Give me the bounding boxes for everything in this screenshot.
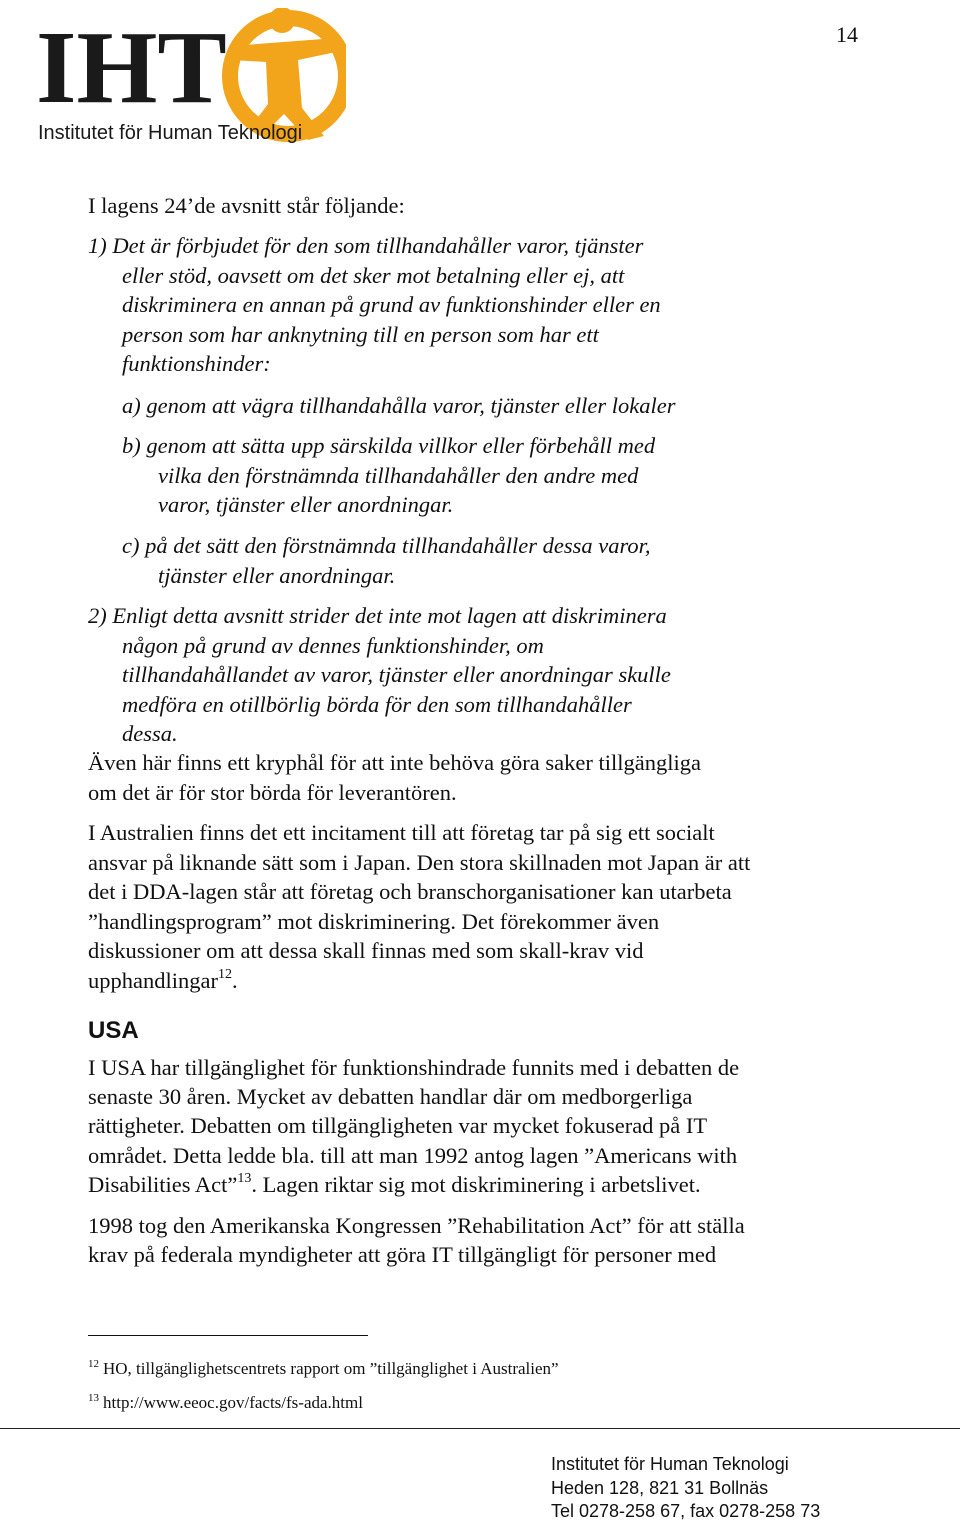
paragraph-line: Även här finns ett kryphål för att inte behöva göra saker tillgängliga xyxy=(88,750,701,775)
item1-line: 1) Det är förbjudet för den som tillhandahåller varor, tjänster xyxy=(88,233,644,258)
footnote-13 xyxy=(88,1393,363,1413)
footnote-number: 12 xyxy=(88,1358,99,1370)
sub-item-a: a) genom att vägra tillhandahålla varor, tjänster eller lokaler xyxy=(122,393,676,418)
footnote-number: 13 xyxy=(88,1392,99,1404)
paragraph-line: det i DDA-lagen står att företag och branschorganisationer kan utarbeta xyxy=(88,879,732,904)
footnote-link[interactable]: http://www.eeoc.gov/facts/fs-ada.html xyxy=(103,1393,363,1412)
sub-c-line: tjänster eller anordningar. xyxy=(158,563,396,588)
sub-b-line: vilka den förstnämnda tillhandahåller den andre med xyxy=(158,463,639,488)
item2-line: 2) Enligt detta avsnitt strider det inte mot lagen att diskriminera xyxy=(88,603,667,628)
item1-line: eller stöd, oavsett om det sker mot betalning eller ej, att xyxy=(122,263,625,288)
item2-line: dessa. xyxy=(122,721,178,746)
item1-line: diskriminera en annan på grund av funktionshinder eller en xyxy=(122,292,661,317)
item2-line: någon på grund av dennes funktionshinder, om xyxy=(122,633,544,658)
footnote-separator xyxy=(88,1335,368,1336)
paragraph-line: krav på federala myndigheter att göra IT tillgängligt för personer med xyxy=(88,1242,717,1267)
item2-line: medföra en otillbörlig börda för den som tillhandahåller xyxy=(122,692,632,717)
paragraph-text: upphandlingar xyxy=(88,968,218,993)
paragraph-line: senaste 30 åren. Mycket av debatten handlar där om medborgerliga xyxy=(88,1084,693,1109)
paragraph-line xyxy=(88,966,238,1000)
sub-b-line: b) genom att sätta upp särskilda villkor eller förbehåll med xyxy=(122,433,656,458)
footnote-text: HO, tillgänglighetscentrets rapport om ”tillgänglighet i Australien” xyxy=(103,1359,559,1378)
paragraph-line: rättigheter. Debatten om tillgängligheten var mycket fokuserad på IT xyxy=(88,1113,708,1138)
sub-c-line: c) på det sätt den förstnämnda tillhandahåller dessa varor, xyxy=(122,533,651,558)
paragraph-line: om det är för stor börda för leverantören. xyxy=(88,780,457,805)
footer-org: Institutet för Human Teknologi xyxy=(551,1454,789,1474)
item1-line: person som har anknytning till en person som har ett xyxy=(122,322,599,347)
paragraph-text: . xyxy=(231,968,238,993)
section-heading-usa: USA xyxy=(88,1017,139,1044)
footer-address: Heden 128, 821 31 Bollnäs xyxy=(551,1478,769,1498)
paragraph-line: diskussioner om att dessa skall finnas med som skall-krav vid xyxy=(88,938,644,963)
item2-line: tillhandahållandet av varor, tjänster eller anordningar skulle xyxy=(122,662,671,687)
paragraph-line: I Australien finns det ett incitament till att företag tar på sig ett socialt xyxy=(88,820,715,845)
paragraph-text: Disabilities Act” xyxy=(88,1172,238,1197)
item1-line: funktionshinder: xyxy=(122,351,271,376)
intro-line: I lagens 24’de avsnitt står följande: xyxy=(88,193,405,218)
iht-logo xyxy=(36,8,346,146)
paragraph-line xyxy=(88,1170,701,1204)
footer-separator xyxy=(0,1428,960,1429)
footnote-12 xyxy=(88,1359,559,1379)
paragraph-line: I USA har tillgänglighet för funktionshindrade funnits med i debatten de xyxy=(88,1055,740,1080)
footer-phone: Tel 0278-258 67, fax 0278-258 73 xyxy=(551,1501,821,1521)
page-number: 14 xyxy=(836,22,858,47)
logo-subtitle: Institutet för Human Teknologi xyxy=(38,122,303,144)
footnote-ref-13: 13 xyxy=(237,1171,252,1186)
logo-letters: IHT xyxy=(36,10,227,125)
paragraph-line: området. Detta ledde bla. till att man 1992 antog lagen ”Americans with xyxy=(88,1143,738,1168)
paragraph-text: . Lagen riktar sig mot diskriminering i arbetslivet. xyxy=(251,1172,701,1197)
logo-emblem-icon xyxy=(230,8,346,140)
footnote-ref-12: 12 xyxy=(217,967,232,982)
paragraph-line: ”handlingsprogram” mot diskriminering. Det förekommer även xyxy=(88,909,660,934)
paragraph-line: ansvar på liknande sätt som i Japan. Den stora skillnaden mot Japan är att xyxy=(88,850,751,875)
paragraph-line: 1998 tog den Amerikanska Kongressen ”Rehabilitation Act” för att ställa xyxy=(88,1213,745,1238)
sub-b-line: varor, tjänster eller anordningar. xyxy=(158,492,454,517)
